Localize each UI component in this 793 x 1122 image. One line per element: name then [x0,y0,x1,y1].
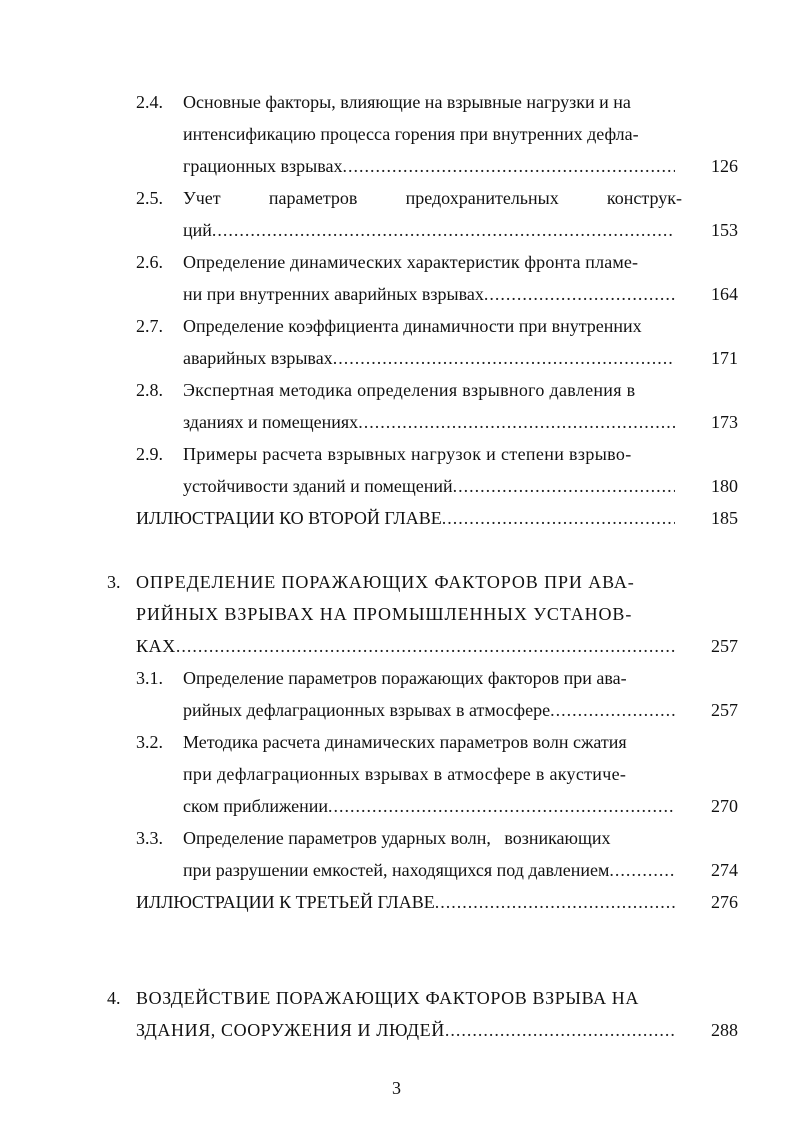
toc-page-number: 257 [711,636,738,656]
word: конструк- [606,188,682,208]
toc-chapter-title: ВОЗДЕЙСТВИЕ ПОРАЖАЮЩИХ ФАКТОРОВ ВЗРЫВА НА [136,988,639,1008]
toc-page-number: 153 [711,220,738,240]
toc-illustrations-title: ИЛЛЮСТРАЦИИ КО ВТОРОЙ ГЛАВЕ [136,508,442,528]
toc-page-number: 171 [711,348,738,368]
toc-chapter-leader [136,1018,675,1042]
toc-entry-title: интенсификацию процесса горения при внутренних дефла- [183,124,639,144]
word: параметров [268,188,358,208]
toc-page-number: 270 [711,796,738,816]
toc-page-number: 274 [711,860,738,880]
toc-entry-title: Основные факторы, влияющие на взрывные нагрузки и на [183,92,631,112]
page-footer-number: 3 [392,1078,401,1098]
toc-illustrations-leader [136,506,675,530]
toc-page-number: 288 [711,1020,738,1040]
toc-entry-number: 2.9. [136,444,163,464]
toc-page-number: 164 [711,284,738,304]
toc-entry-leader [183,410,675,434]
toc-entry-title: при дефлаграционных взрывах в атмосфере в акустиче- [183,764,627,784]
word: Учет [183,188,221,208]
toc-entry-number: 2.5. [136,188,163,208]
toc-illustrations-title: ИЛЛЮСТРАЦИИ К ТРЕТЬЕЙ ГЛАВЕ [136,892,435,912]
toc-entry-title: Определение коэффициента динамичности при внутренних [183,316,642,336]
toc-page-number: 276 [711,892,738,912]
toc-entry-number: 2.8. [136,380,163,400]
toc-page-number: 126 [711,156,738,176]
toc-entry-title: грационных взрывах [183,156,343,176]
word: предохранительных [405,188,559,208]
toc-entry-leader [183,794,675,818]
toc-chapter-title: КАХ [136,636,176,656]
toc-entry-leader [183,698,675,722]
toc-entry-title [183,186,682,210]
toc-entry-number: 2.6. [136,252,163,272]
toc-entry-title: устойчивости зданий и помещений [183,476,453,496]
toc-entry-title: Примеры расчета взрывных нагрузок и степени взрыво- [183,444,632,464]
toc-entry-title: ском приближении [183,796,329,816]
toc-entry-number: 3.1. [136,668,163,688]
toc-illustrations-leader [136,890,675,914]
toc-entry-title: рийных дефлаграционных взрывах в атмосфере [183,700,551,720]
toc-chapter-title: ЗДАНИЯ, СООРУЖЕНИЯ И ЛЮДЕЙ [136,1020,445,1040]
toc-entry-title: при разрушении емкостей, находящихся под давлением [183,860,610,880]
toc-entry-title: Определение параметров ударных волн, возникающих [183,828,611,848]
toc-page-number: 180 [711,476,738,496]
toc-entry-title: зданиях и помещениях [183,412,359,432]
toc-entry-leader [183,346,675,370]
toc-chapter-leader [136,634,675,658]
toc-entry-leader [183,218,675,242]
toc-entry-leader [183,154,675,178]
toc-chapter-number: 4. [107,988,121,1008]
toc-page-number: 173 [711,412,738,432]
toc-entry-title: Определение динамических характеристик фронта пламе- [183,252,639,272]
toc-entry-number: 2.4. [136,92,163,112]
toc-entry-title: ций [183,220,212,240]
toc-entry-title: Определение параметров поражающих факторов при ава- [183,668,627,688]
toc-entry-number: 2.7. [136,316,163,336]
toc-page-number: 185 [711,508,738,528]
toc-entry-leader [183,474,675,498]
toc-entry-leader [183,282,675,306]
toc-entry-number: 3.2. [136,732,163,752]
toc-entry-leader [183,858,675,882]
toc-chapter-title: РИЙНЫХ ВЗРЫВАХ НА ПРОМЫШЛЕННЫХ УСТАНОВ- [136,604,633,624]
toc-chapter-title: ОПРЕДЕЛЕНИЕ ПОРАЖАЮЩИХ ФАКТОРОВ ПРИ АВА- [136,572,635,592]
toc-entry-title: ни при внутренних аварийных взрывах [183,284,484,304]
toc-entry-number: 3.3. [136,828,163,848]
toc-chapter-number: 3. [107,572,121,592]
toc-entry-title: аварийных взрывах [183,348,333,368]
toc-page-number: 257 [711,700,738,720]
toc-entry-title: Экспертная методика определения взрывного давления в [183,380,636,400]
toc-entry-title: Методика расчета динамических параметров волн сжатия [183,732,627,752]
